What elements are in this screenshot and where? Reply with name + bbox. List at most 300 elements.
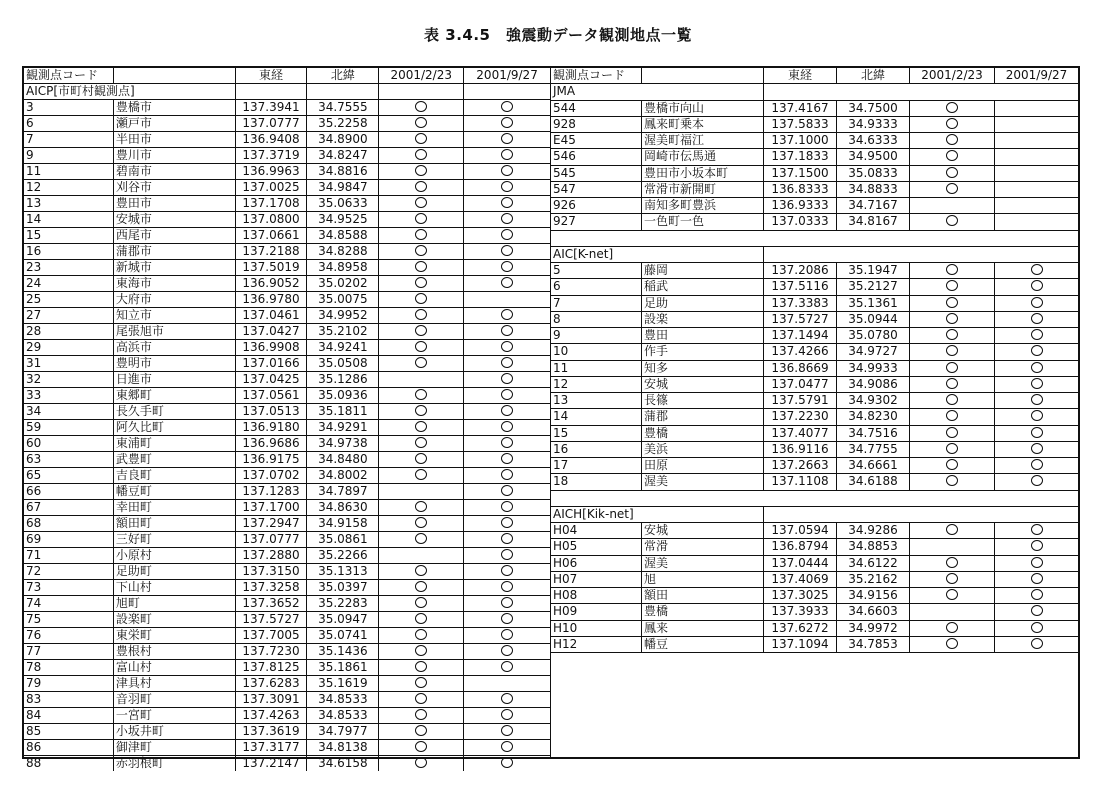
station-lat: 34.7977: [307, 724, 379, 739]
station-lon: 137.5019: [236, 260, 308, 275]
table-row: [24, 580, 550, 596]
mark-2001-9-27: [995, 328, 1078, 343]
station-name: 三好町: [114, 532, 236, 547]
station-name: 美浜: [642, 442, 764, 457]
station-lon: 137.0425: [236, 372, 308, 387]
station-lat: 34.7755: [837, 442, 910, 457]
observed-mark: [415, 757, 427, 768]
mark-2001-9-27: [995, 442, 1078, 457]
station-lon: 137.0702: [236, 468, 308, 483]
mark-2001-2-23: [910, 393, 995, 408]
header-code: 観測点コード: [24, 68, 114, 83]
observed-mark: [415, 533, 427, 544]
station-code: 24: [24, 276, 114, 291]
mark-2001-9-27: [995, 474, 1078, 489]
station-lon: 137.3719: [236, 148, 308, 163]
table-row: [24, 420, 550, 436]
mark-2001-2-23: [910, 214, 995, 229]
mark-2001-2-23: [379, 724, 464, 739]
mark-2001-9-27: [464, 260, 550, 275]
station-code: 15: [551, 426, 642, 441]
station-name: 田原: [642, 458, 764, 473]
station-lon: 137.1708: [236, 196, 308, 211]
station-lat: 34.9333: [837, 117, 910, 132]
station-lat: 34.7167: [837, 198, 910, 213]
observed-mark: [415, 245, 427, 256]
mark-2001-2-23: [910, 133, 995, 148]
table-row: [24, 148, 550, 164]
table-row: [551, 426, 1078, 442]
observed-mark: [415, 165, 427, 176]
observed-mark: [501, 485, 513, 496]
mark-2001-2-23: [379, 116, 464, 131]
observed-mark: [415, 197, 427, 208]
station-lat: 34.8247: [307, 148, 379, 163]
mark-2001-2-23: [910, 101, 995, 116]
station-lon: 137.5116: [764, 279, 837, 294]
station-name: 南知多町豊浜: [642, 198, 764, 213]
right-panel: [551, 68, 1078, 757]
table-row: [551, 328, 1078, 344]
observed-mark: [501, 453, 513, 464]
station-lon: 137.0477: [764, 377, 837, 392]
station-code: 547: [551, 182, 642, 197]
station-lat: 35.0508: [307, 356, 379, 371]
mark-2001-2-23: [379, 500, 464, 515]
observed-mark: [946, 410, 958, 421]
station-name: 設楽町: [114, 612, 236, 627]
mark-2001-9-27: [464, 132, 550, 147]
station-lat: 34.8230: [837, 409, 910, 424]
station-name: 豊橋市: [114, 100, 236, 115]
station-lon: 137.4263: [236, 708, 308, 723]
station-lat: 35.2266: [307, 548, 379, 563]
station-lat: 35.2162: [837, 572, 910, 587]
observed-mark: [1031, 345, 1043, 356]
mark-2001-9-27: [464, 532, 550, 547]
observed-mark: [501, 501, 513, 512]
observed-mark: [501, 517, 513, 528]
mark-2001-9-27: [464, 500, 550, 515]
mark-2001-9-27: [464, 308, 550, 323]
mark-2001-9-27: [464, 708, 550, 723]
header-lon: 東経: [236, 68, 308, 83]
station-code: 84: [24, 708, 114, 723]
station-lon: 137.2663: [764, 458, 837, 473]
station-lat: 34.9241: [307, 340, 379, 355]
table-row: [24, 628, 550, 644]
observed-mark: [415, 629, 427, 640]
mark-2001-9-27: [464, 596, 550, 611]
station-name: 知多: [642, 361, 764, 376]
mark-2001-9-27: [464, 420, 550, 435]
observed-mark: [415, 277, 427, 288]
station-lat: 34.8588: [307, 228, 379, 243]
observed-mark: [946, 622, 958, 633]
station-lon: 136.9180: [236, 420, 308, 435]
table-row: [551, 133, 1078, 149]
station-lat: 35.0947: [307, 612, 379, 627]
mark-2001-9-27: [464, 436, 550, 451]
station-lon: 137.3150: [236, 564, 308, 579]
station-lat: 34.8816: [307, 164, 379, 179]
station-lon: 137.2147: [236, 756, 308, 771]
station-lon: 136.9686: [236, 436, 308, 451]
station-name: 豊田市: [114, 196, 236, 211]
mark-2001-2-23: [379, 548, 464, 563]
observed-mark: [501, 709, 513, 720]
station-lon: 137.1283: [236, 484, 308, 499]
station-code: 25: [24, 292, 114, 307]
station-lon: 137.3177: [236, 740, 308, 755]
observed-mark: [415, 181, 427, 192]
observed-mark: [501, 437, 513, 448]
observed-mark: [415, 405, 427, 416]
table-row: [551, 344, 1078, 360]
mark-2001-9-27: [995, 604, 1078, 619]
observed-mark: [1031, 573, 1043, 584]
station-code: 14: [551, 409, 642, 424]
header-date1: 2001/2/23: [910, 68, 995, 83]
station-name: 高浜市: [114, 340, 236, 355]
mark-2001-9-27: [464, 676, 550, 691]
station-name: 刈谷市: [114, 180, 236, 195]
station-lon: 136.9908: [236, 340, 308, 355]
station-lon: 137.3619: [236, 724, 308, 739]
mark-2001-2-23: [379, 708, 464, 723]
observed-mark: [501, 613, 513, 624]
observed-mark: [946, 313, 958, 324]
mark-2001-9-27: [995, 572, 1078, 587]
station-code: 73: [24, 580, 114, 595]
station-code: 10: [551, 344, 642, 359]
station-code: H10: [551, 621, 642, 636]
table-row: [24, 132, 550, 148]
observed-mark: [415, 437, 427, 448]
mark-2001-9-27: [464, 548, 550, 563]
station-lon: 137.3025: [764, 588, 837, 603]
table-row: [24, 372, 550, 388]
table-row: [24, 452, 550, 468]
station-lat: 34.9302: [837, 393, 910, 408]
station-code: 11: [551, 361, 642, 376]
observed-mark: [1031, 475, 1043, 486]
station-code: 15: [24, 228, 114, 243]
observed-mark: [501, 149, 513, 160]
station-name: 尾張旭市: [114, 324, 236, 339]
station-lat: 34.6122: [837, 556, 910, 571]
mark-2001-2-23: [379, 532, 464, 547]
station-name: 常滑市新開町: [642, 182, 764, 197]
mark-2001-2-23: [910, 539, 995, 554]
table-row: [551, 101, 1078, 117]
station-lat: 34.8480: [307, 452, 379, 467]
station-code: 14: [24, 212, 114, 227]
station-lat: 35.2283: [307, 596, 379, 611]
station-lat: 34.8002: [307, 468, 379, 483]
station-code: 23: [24, 260, 114, 275]
mark-2001-9-27: [464, 276, 550, 291]
station-lat: 34.8138: [307, 740, 379, 755]
observed-mark: [946, 573, 958, 584]
station-name: 長篠: [642, 393, 764, 408]
station-name: 渥美: [642, 556, 764, 571]
table-row: [24, 564, 550, 580]
station-name: 日進市: [114, 372, 236, 387]
mark-2001-2-23: [910, 637, 995, 652]
station-code: 75: [24, 612, 114, 627]
mark-2001-2-23: [910, 572, 995, 587]
observed-mark: [501, 725, 513, 736]
mark-2001-2-23: [910, 166, 995, 181]
station-code: 78: [24, 660, 114, 675]
observed-mark: [415, 101, 427, 112]
mark-2001-2-23: [379, 468, 464, 483]
group-label: JMA: [551, 84, 764, 99]
station-lat: 34.9500: [837, 149, 910, 164]
mark-2001-2-23: [379, 148, 464, 163]
mark-2001-2-23: [910, 344, 995, 359]
observed-mark: [501, 261, 513, 272]
observed-mark: [1031, 443, 1043, 454]
mark-2001-2-23: [379, 196, 464, 211]
mark-2001-9-27: [995, 149, 1078, 164]
mark-2001-2-23: [910, 198, 995, 213]
table-row: [24, 260, 550, 276]
station-code: 12: [24, 180, 114, 195]
mark-2001-9-27: [464, 196, 550, 211]
station-name: 小原村: [114, 548, 236, 563]
station-lon: 137.3091: [236, 692, 308, 707]
mark-2001-9-27: [464, 164, 550, 179]
observed-mark: [1031, 280, 1043, 291]
table-row: [24, 548, 550, 564]
station-code: 12: [551, 377, 642, 392]
station-name: 御津町: [114, 740, 236, 755]
station-lat: 35.2258: [307, 116, 379, 131]
station-code: 926: [551, 198, 642, 213]
station-code: H07: [551, 572, 642, 587]
observed-mark: [501, 101, 513, 112]
mark-2001-2-23: [910, 523, 995, 538]
table-row: [24, 484, 550, 500]
station-name: 富山村: [114, 660, 236, 675]
station-lon: 137.1700: [236, 500, 308, 515]
station-name: 幸田町: [114, 500, 236, 515]
station-code: H04: [551, 523, 642, 538]
mark-2001-9-27: [995, 101, 1078, 116]
station-lon: 137.2947: [236, 516, 308, 531]
station-lon: 137.1000: [764, 133, 837, 148]
station-lat: 35.0397: [307, 580, 379, 595]
station-lat: 34.6158: [307, 756, 379, 771]
observed-mark: [946, 524, 958, 535]
observed-mark: [415, 357, 427, 368]
mark-2001-2-23: [379, 260, 464, 275]
mark-2001-9-27: [995, 361, 1078, 376]
header-date2: 2001/9/27: [1005, 68, 1068, 82]
observed-mark: [1031, 605, 1043, 616]
station-name: 豊田: [642, 328, 764, 343]
station-lat: 35.1947: [837, 263, 910, 278]
table-row: [551, 637, 1078, 653]
group-label: AIC[K-net]: [551, 247, 764, 262]
table-row: [24, 356, 550, 372]
station-lon: 137.0800: [236, 212, 308, 227]
mark-2001-2-23: [379, 692, 464, 707]
header-lat: 北緯: [837, 68, 910, 83]
station-code: 546: [551, 149, 642, 164]
station-name: 音羽町: [114, 692, 236, 707]
mark-2001-9-27: [464, 340, 550, 355]
observed-mark: [415, 325, 427, 336]
mark-2001-9-27: [464, 116, 550, 131]
mark-2001-2-23: [910, 604, 995, 619]
station-name: 常滑: [642, 539, 764, 554]
observed-mark: [415, 645, 427, 656]
observed-mark: [501, 661, 513, 672]
mark-2001-9-27: [464, 356, 550, 371]
observed-mark: [501, 469, 513, 480]
mark-2001-9-27: [464, 452, 550, 467]
mark-2001-9-27: [995, 182, 1078, 197]
observed-mark: [946, 394, 958, 405]
table-row: [24, 196, 550, 212]
mark-2001-2-23: [379, 452, 464, 467]
station-code: 28: [24, 324, 114, 339]
header-row: [551, 68, 1078, 84]
station-name: 豊橋市向山: [642, 101, 764, 116]
mark-2001-9-27: [464, 580, 550, 595]
observed-mark: [1031, 540, 1043, 551]
station-lat: 34.7853: [837, 637, 910, 652]
mark-2001-2-23: [910, 409, 995, 424]
observed-mark: [415, 421, 427, 432]
table-row: [551, 621, 1078, 637]
empty-cell: [764, 507, 1078, 522]
mark-2001-2-23: [910, 296, 995, 311]
station-lon: 137.7230: [236, 644, 308, 659]
mark-2001-2-23: [379, 324, 464, 339]
mark-2001-9-27: [464, 516, 550, 531]
spacer-row: [551, 491, 1078, 507]
empty-cell: [764, 84, 1078, 99]
observed-mark: [946, 638, 958, 649]
mark-2001-2-23: [910, 117, 995, 132]
station-code: 31: [24, 356, 114, 371]
observed-mark: [1031, 410, 1043, 421]
mark-2001-2-23: [910, 312, 995, 327]
mark-2001-2-23: [379, 132, 464, 147]
station-name: 額田: [642, 588, 764, 603]
station-name: 幡豆: [642, 637, 764, 652]
observed-mark: [501, 197, 513, 208]
station-lat: 34.9952: [307, 308, 379, 323]
mark-2001-2-23: [379, 612, 464, 627]
observed-mark: [1031, 329, 1043, 340]
mark-2001-9-27: [995, 312, 1078, 327]
station-name: 足助町: [114, 564, 236, 579]
station-code: 60: [24, 436, 114, 451]
observed-mark: [1031, 378, 1043, 389]
station-name: 豊橋: [642, 426, 764, 441]
observed-mark: [501, 565, 513, 576]
station-name: 津具村: [114, 676, 236, 691]
station-lat: 35.0633: [307, 196, 379, 211]
station-name: 武豊町: [114, 452, 236, 467]
station-name: 西尾市: [114, 228, 236, 243]
mark-2001-2-23: [379, 660, 464, 675]
station-lon: 137.0025: [236, 180, 308, 195]
station-lat: 35.2127: [837, 279, 910, 294]
station-name: 東浦町: [114, 436, 236, 451]
station-name: 稲武: [642, 279, 764, 294]
observed-mark: [415, 517, 427, 528]
mark-2001-9-27: [995, 166, 1078, 181]
observed-mark: [501, 373, 513, 384]
station-code: H09: [551, 604, 642, 619]
empty-cell: [464, 84, 550, 99]
station-name: 小坂井町: [114, 724, 236, 739]
mark-2001-2-23: [379, 212, 464, 227]
station-lon: 137.5727: [236, 612, 308, 627]
group-row: [551, 247, 1078, 263]
table-row: [24, 740, 550, 756]
observed-mark: [501, 741, 513, 752]
mark-2001-2-23: [910, 621, 995, 636]
station-name: 東海市: [114, 276, 236, 291]
station-lon: 137.7005: [236, 628, 308, 643]
header-code: 観測点コード: [551, 68, 642, 83]
station-lon: 137.3383: [764, 296, 837, 311]
observed-mark: [415, 213, 427, 224]
station-lat: 34.8288: [307, 244, 379, 259]
table-row: [24, 724, 550, 740]
filler: [551, 653, 1078, 757]
station-lon: 136.9333: [764, 198, 837, 213]
station-code: 76: [24, 628, 114, 643]
observed-mark: [946, 475, 958, 486]
observed-mark: [501, 533, 513, 544]
station-lat: 34.7897: [307, 484, 379, 499]
station-code: 6: [24, 116, 114, 131]
observed-mark: [1031, 589, 1043, 600]
station-lat: 34.8630: [307, 500, 379, 515]
observed-mark: [1031, 524, 1043, 535]
mark-2001-2-23: [379, 756, 464, 771]
table-row: [24, 644, 550, 660]
station-code: 77: [24, 644, 114, 659]
group-row: [551, 84, 1078, 100]
observed-mark: [946, 118, 958, 129]
observed-mark: [415, 501, 427, 512]
station-name: 渥美: [642, 474, 764, 489]
observed-mark: [415, 709, 427, 720]
observed-mark: [501, 597, 513, 608]
station-code: 74: [24, 596, 114, 611]
station-code: 32: [24, 372, 114, 387]
empty-cell: [236, 84, 308, 99]
station-code: 927: [551, 214, 642, 229]
station-lat: 35.1436: [307, 644, 379, 659]
mark-2001-2-23: [910, 426, 995, 441]
station-code: 27: [24, 308, 114, 323]
observed-mark: [501, 341, 513, 352]
station-lon: 136.8333: [764, 182, 837, 197]
table-row: [551, 149, 1078, 165]
observed-mark: [946, 329, 958, 340]
mark-2001-9-27: [464, 100, 550, 115]
